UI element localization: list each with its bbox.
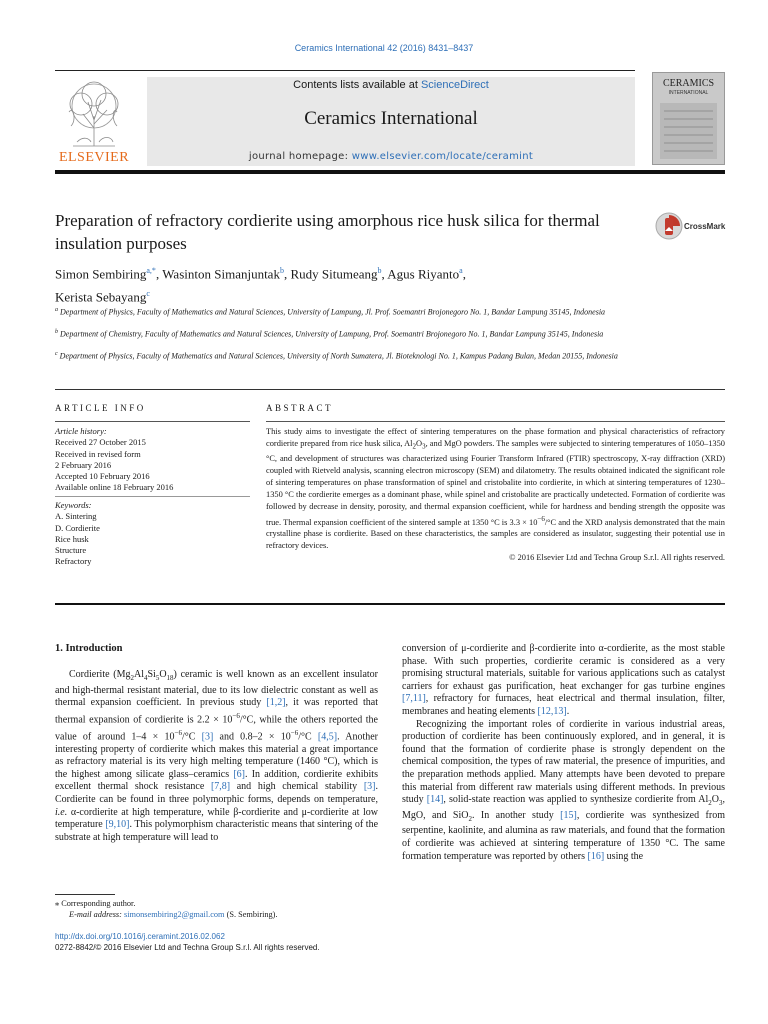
abstract-heading: ABSTRACT	[266, 403, 334, 413]
cover-subtitle: INTERNATIONAL	[668, 90, 709, 96]
keywords-label: Keywords:	[55, 500, 92, 510]
front-matter-rule	[55, 603, 725, 605]
author-separator: ,	[462, 266, 466, 282]
author-affil-mark[interactable]: a,*	[146, 266, 156, 275]
author-name[interactable]: Kerista Sebayang	[55, 289, 147, 305]
reference-link[interactable]: [16]	[587, 850, 605, 862]
affiliation-a	[55, 305, 655, 318]
keyword-item: D. Cordierite	[55, 522, 100, 533]
header-thick-rule	[55, 170, 725, 174]
affiliation-text: Department of Physics, Faculty of Mathematics and Natural Sciences, University of North Sumatera, Jl. Bioteknologi No. 1, Kampus Padang Bulan, Medan 20155, Indonesia	[57, 351, 618, 361]
keyword-item: Refractory	[55, 556, 92, 567]
footnote-text: Corresponding author.	[59, 899, 136, 908]
header-rule	[55, 70, 635, 71]
contents-line: Contents lists available at ScienceDirect	[293, 79, 489, 91]
affiliation-b	[55, 327, 655, 340]
doi-block	[55, 932, 455, 953]
cover-title: CERAMICS	[662, 78, 715, 89]
history-label: Article history:	[55, 426, 107, 436]
intro-right-column	[402, 643, 725, 863]
email-label: E-mail address:	[69, 910, 124, 919]
abstract-rule	[266, 421, 725, 422]
affiliation-mark: a	[55, 307, 58, 313]
reference-link[interactable]: [7,11]	[402, 693, 426, 705]
section-rule	[55, 389, 725, 390]
intro-paragraph: Cordierite $(Mg_2Al_4Si_5O_{18})$ ceramic is well known as an excellent insulator and high-thermal resistant material, due to its low dielectric constant as well as thermal expansion coefficient. In previous study [1,2], it was reported that thermal expansion of cordierite is $2.2 \times 10^{-6}/^\circ C$, while the others reported the value of around $1-4 \times 10^{-6}/^\circ C$ [3] and $0.8-2 \times 10^{-6}/^\circ C$ [4,5]. Another interesting property of cordierite which makes this material a great importance as refractory material is its very high melting temperature (1460 °C), which is the highest among silicate glass–ceramics [6]. In addition, cordierite exhibits excellent thermal shock resistance [7,8] and high chemical stability [3]. Cordierite can be found in three polymorphic forms, depends on temperature, i.e. α-cordierite at high temperature, while β-cordierite and μ-cordierite at low temperature [9,10]. This polymorphism characteristic means that sintering of the substrate at high temperature will lead to	[55, 669, 379, 843]
keywords	[55, 500, 250, 568]
reference-link[interactable]: [6]	[233, 768, 245, 780]
elsevier-wordmark: ELSEVIER	[58, 150, 130, 165]
keyword-item: Rice husk	[55, 533, 89, 544]
author-affil-mark[interactable]: c	[146, 289, 150, 299]
author-name[interactable]: Wasinton Simanjuntak	[162, 266, 280, 282]
reference-link[interactable]: [15]	[560, 809, 577, 821]
sciencedirect-link[interactable]: ScienceDirect	[420, 79, 489, 91]
history-item: Received 27 October 2015	[55, 437, 146, 448]
keyword-item: Structure	[55, 545, 87, 556]
affiliation-text: Department of Physics, Faculty of Mathematics and Natural Sciences, University of Lampung, Jl. Prof. Soemantri Brojonegoro No. 1, Bandar Lampung 35145, Indonesia	[58, 307, 606, 317]
reference-link[interactable]: [3]	[363, 781, 376, 793]
issn-copyright: 0272-8842/© 2016 Elsevier Ltd and Techna Group S.r.l. All rights reserved.	[55, 942, 320, 952]
author-affil-mark[interactable]: b	[377, 266, 382, 275]
crossmark-icon[interactable]	[654, 211, 684, 241]
footnote-rule	[55, 894, 115, 895]
reference-link[interactable]: [12,13]	[537, 705, 567, 717]
cover-image	[660, 103, 717, 159]
reference-link[interactable]: [4,5]	[317, 731, 338, 743]
journal-citation[interactable]: Ceramics International 42 (2016) 8431–8437	[294, 43, 474, 53]
author-name[interactable]: Agus Riyanto	[387, 266, 460, 282]
journal-title: Ceramics International	[304, 108, 478, 129]
author-affil-mark[interactable]: b	[279, 266, 284, 275]
affiliation-c	[55, 349, 655, 362]
article-info-heading: ARTICLE INFO	[55, 403, 146, 413]
reference-link[interactable]: [1,2]	[266, 697, 286, 709]
intro-paragraph: conversion of μ-cordierite and β-cordierite into α-cordierite, as the most stable phase. With such properties, cordierite ceramic is considered as a very promising structural materials, suitable for various applications such as catalyst carriers for exhaust gas purification, heat exchanger for gas turbine engines [7,11], refractory for furnaces, heat electrical and thermal insulation, filter, membranes and heating elements [12,13].	[402, 643, 725, 717]
reference-link[interactable]: [3]	[201, 731, 214, 743]
author-separator: ,	[155, 266, 163, 282]
section-heading-introduction: 1. Introduction	[55, 643, 123, 654]
intro-paragraph: Recognizing the important roles of cordierite in various industrial areas, production of cordierite has been continuously explored, and in general, it is found that the formation of cordierite phase is strongly dependent on the chemical composition, the types of raw material, the presence of impurities, and the preparation methods applied. Many attempts have been devoted to prepare this material from different raw materials using different methods. In previous study [14], solid-state reaction was applied to synthesize cordierite from $Al_2O_3$, MgO, and SiO$_2$. In another study [15], cordierite was synthesized from serpentine, kaolinite, and alumina as raw materials, and found that the formation of cordierite was achieved at sintering temperature of 1350 °C. The same formation temperature was reported by others [16] using the	[402, 718, 726, 862]
doi-link[interactable]: http://dx.doi.org/10.1016/j.ceramint.2016.02.062	[55, 932, 225, 941]
author-list	[55, 261, 655, 308]
intro-left-column	[55, 669, 378, 844]
corresponding-author-note	[55, 898, 385, 920]
article-info-rule	[55, 421, 250, 422]
keywords-rule	[55, 496, 250, 497]
author-separator: ,	[381, 266, 388, 282]
author-affil-mark[interactable]: a	[459, 266, 463, 275]
author-name[interactable]: Simon Sembiring	[55, 266, 147, 282]
article-history	[55, 426, 250, 494]
reference-link[interactable]: [14]	[426, 794, 444, 806]
affiliation-text: Department of Chemistry, Faculty of Mathematics and Natural Sciences, University of Lampung, Prof. Soemantri Brojonegoro No. 1, Bandar Lampung 35145, Indonesia	[58, 329, 604, 339]
affiliation-mark: c	[55, 351, 58, 357]
author-email-link[interactable]: simonsembiring2@gmail.com	[124, 910, 225, 919]
abstract-text: This study aims to investigate the effect of sintering temperatures on the phase formation and physical characteristics of refractory cordierite prepared from rice husk silica, $Al_2O_3$, and MgO powders. The samples were subjected to sintering temperatures of 1050–1350 °C, and development of structures was characterized using Fourier Transform Infrared (FTIR) spectroscopy, X-ray diffraction (XRD) coupled with Rietveld analysis, scanning electron microscopy (SEM) and dilatometry. The results obtained indicated the significant role of sintering temperatures on phase transformation of spinel and cristobalite into cordierite, in which at sintering temperatures of 1230–1350 °C the cordierite emerges as a dominant phase, while spinel and cristobalite are practically undetected. Formation of cordierite was followed by decrease in density, porosity, and thermal expansion coefficient, while for hardness and bending strength the opposite was true. Thermal expansion coefficient of the sintered sample at 1350 °C is $3.3 \times 10^{-6}/^\circ C$ and the XRD analysis demonstrated that the main crystalline phase is cordierite. Based on these characteristics, the samples are considered as insulator, suggesting their potential use in refractory devices. © 2016 Elsevier Ltd and Techna Group S.r.l. All rights reserved.	[266, 427, 725, 563]
author-separator: ,	[283, 266, 291, 282]
homepage-link[interactable]: www.elsevier.com/locate/ceramint	[351, 151, 534, 162]
history-item: 2 February 2016	[55, 459, 112, 470]
author-name[interactable]: Rudy Situmeang	[290, 266, 378, 282]
footnote-star: ⁎	[55, 899, 60, 908]
reference-link[interactable]: [9,10]	[105, 819, 130, 831]
reference-link[interactable]: [7,8]	[210, 781, 231, 793]
journal-homepage: journal homepage: www.elsevier.com/locate/ceramint	[248, 151, 534, 162]
affiliation-mark: b	[55, 329, 58, 335]
history-item: Available online 18 February 2016	[55, 482, 174, 493]
abstract-copyright: © 2016 Elsevier Ltd and Techna Group S.r.l. All rights reserved.	[509, 553, 725, 563]
history-item: Received in revised form	[55, 448, 141, 459]
email-suffix: (S. Sembiring).	[224, 910, 278, 919]
paper-title: Preparation of refractory cordierite using amorphous rice husk silica for thermal insulation purposes	[55, 211, 600, 253]
crossmark-label[interactable]: CrossMark	[684, 222, 726, 231]
history-item: Accepted 10 February 2016	[55, 471, 150, 482]
keyword-item: A. Sintering	[55, 511, 97, 522]
